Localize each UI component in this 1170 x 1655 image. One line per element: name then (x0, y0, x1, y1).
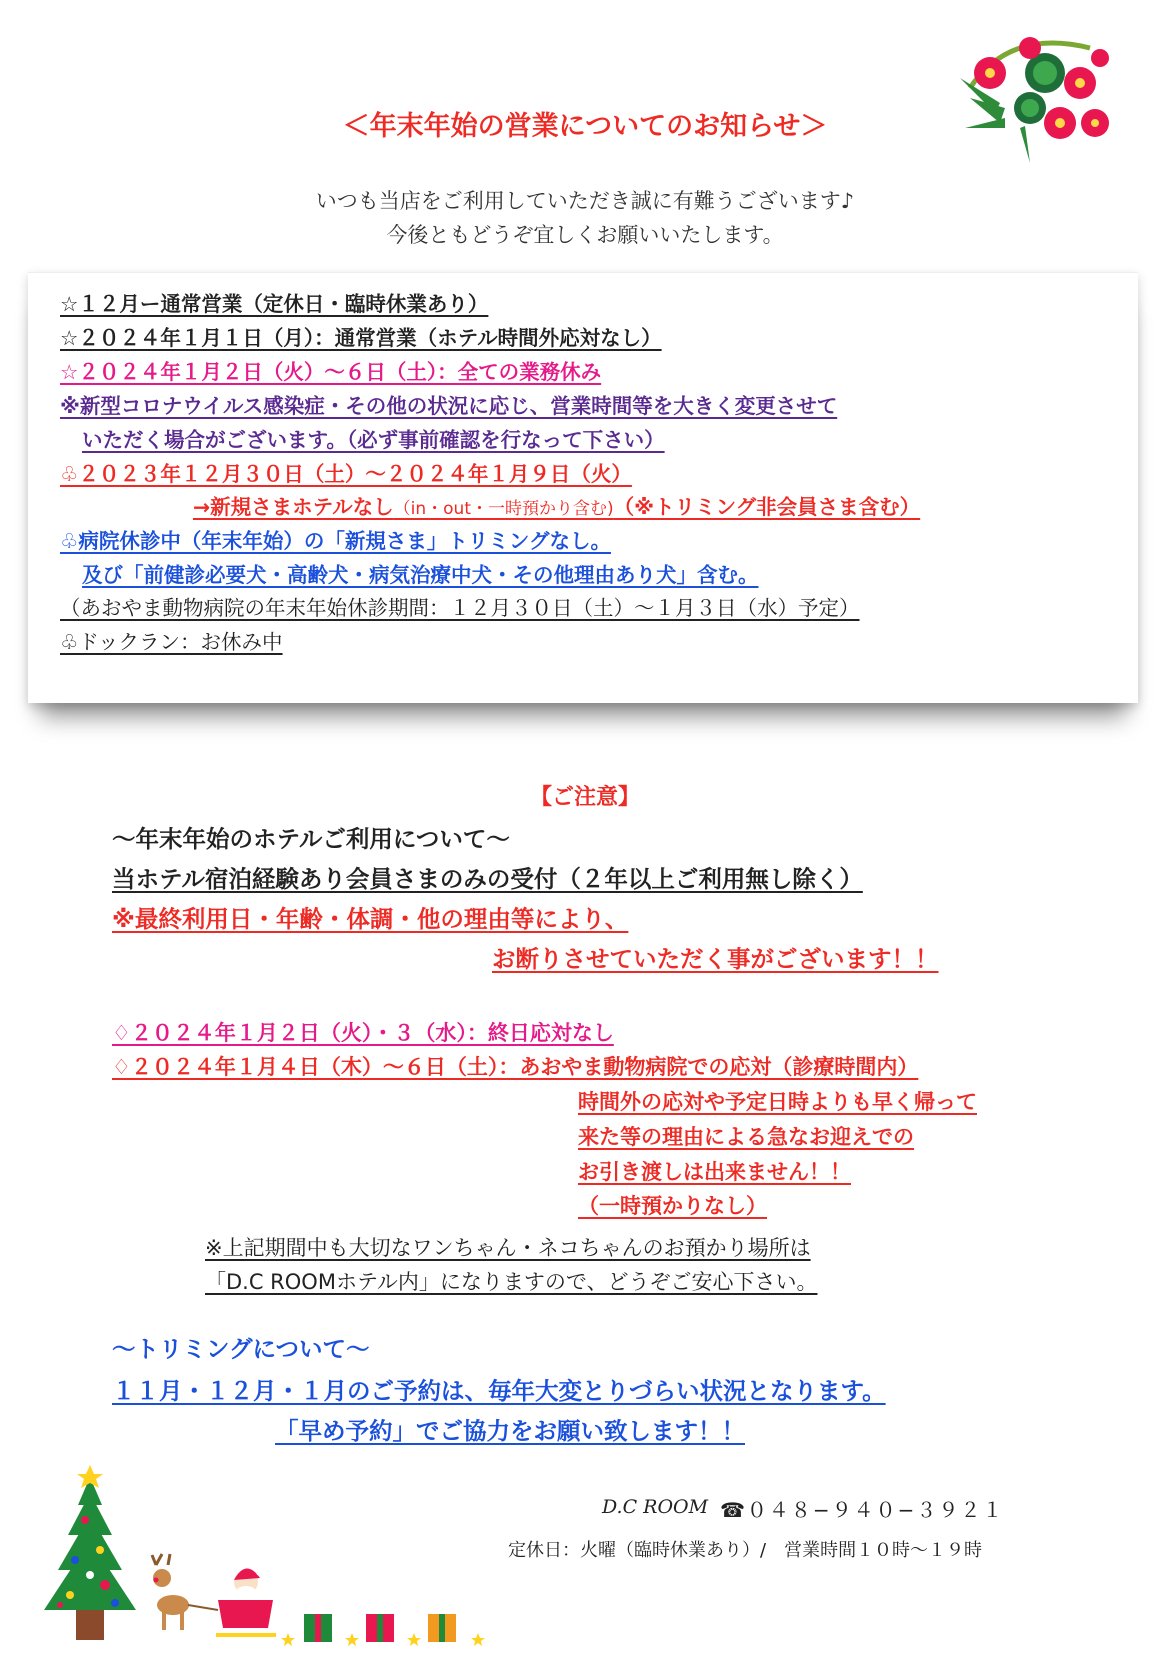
trimming-heading: ～トリミングについて～ (112, 1335, 370, 1363)
note-text: 「D.C ROOMホテル内」になりますので、どうぞご安心下さい。 (205, 1270, 818, 1294)
date-line: ♢２０２４年１月２日（火）・３（水）：終日応対なし (112, 1021, 614, 1045)
caution-title: 【ご注意】 (529, 785, 640, 810)
date-line: （一時預かりなし） (578, 1194, 767, 1218)
schedule-box (28, 272, 1138, 703)
note-text: ※上記期間中も大切なワンちゃん・ネコちゃんのお預かり場所は (205, 1236, 811, 1260)
schedule-line: ♧ドックラン：お休み中 (60, 630, 283, 654)
date-line: 時間外の応対や予定日時よりも早く帰って (578, 1090, 977, 1114)
schedule-line: いただく場合がございます。（必ず事前確認を行なって下さい） (82, 428, 665, 452)
page-title: ＜年末年始の営業についてのお知らせ＞ (342, 111, 828, 142)
hotel-text: 当ホテル宿泊経験あり会員さまのみの受付（２年以上ご利用無し除く） (112, 865, 863, 893)
schedule-line: ☆２０２４年１月２日（火）～６日（土）：全ての業務休み (60, 360, 602, 384)
trimming-text: １１月・１２月・１月のご予約は、毎年大変とりづらい状況となります。 (112, 1377, 886, 1405)
schedule-line: ☆１２月ー通常営業（定休日・臨時休業あり） (60, 292, 489, 316)
date-line: 来た等の理由による急なお迎えでの (578, 1125, 914, 1149)
date-line: ♢２０２４年１月４日（木）～６日（土）：あおやま動物病院での応対（診療時間内） (112, 1055, 919, 1079)
schedule-line: ♧病院休診中（年末年始）の「新規さま」トリミングなし。 (60, 529, 611, 553)
footer-brand: D.C ROOM (602, 1496, 709, 1518)
date-line: お引き渡しは出来ません！！ (578, 1160, 851, 1184)
intro-text: いつも当店をご利用していただき誠に有難うございます♪ (315, 189, 855, 213)
intro-text: 今後ともどうぞ宜しくお願いいたします。 (386, 223, 784, 247)
trimming-text: 「早め予約」でご協力をお願い致します！！ (275, 1417, 745, 1445)
schedule-line: ♧２０２３年１２月３０日（土）～２０２４年１月９日（火） (60, 462, 632, 486)
schedule-line: （あおやま動物病院の年末年始休診期間：１２月３０日（土）～１月３日（水）予定） (60, 596, 860, 620)
schedule-line: ※新型コロナウイルス感染症・その他の状況に応じ、営業時間等を大きく変更させて (60, 394, 838, 418)
gift-box-icon (280, 1598, 490, 1648)
schedule-line: →新規さまホテルなし（in・out・一時預かり含む)（※トリミング非会員さま含む） (193, 495, 921, 519)
hotel-heading: ～年末年始のホテルご利用について～ (112, 825, 510, 853)
christmas-tree-icon (40, 1465, 140, 1645)
schedule-line: 及び「前健診必要犬・高齢犬・病気治療中犬・その他理由あり犬」含む。 (82, 563, 759, 587)
footer-phone: ☎０４８−９４０−３９２１ (720, 1498, 1005, 1522)
hotel-text: ※最終利用日・年齢・体調・他の理由等により、 (112, 905, 629, 933)
footer-hours: 定休日：火曜（臨時休業あり）/ 営業時間１０時〜１９時 (508, 1540, 983, 1561)
santa-sleigh-icon (148, 1550, 288, 1650)
schedule-line: ☆２０２４年１月１日（月）：通常営業（ホテル時間外応対なし） (60, 326, 662, 350)
new-year-flower-icon (950, 28, 1120, 168)
hotel-text: お断りさせていただく事がございます！！ (492, 945, 939, 973)
